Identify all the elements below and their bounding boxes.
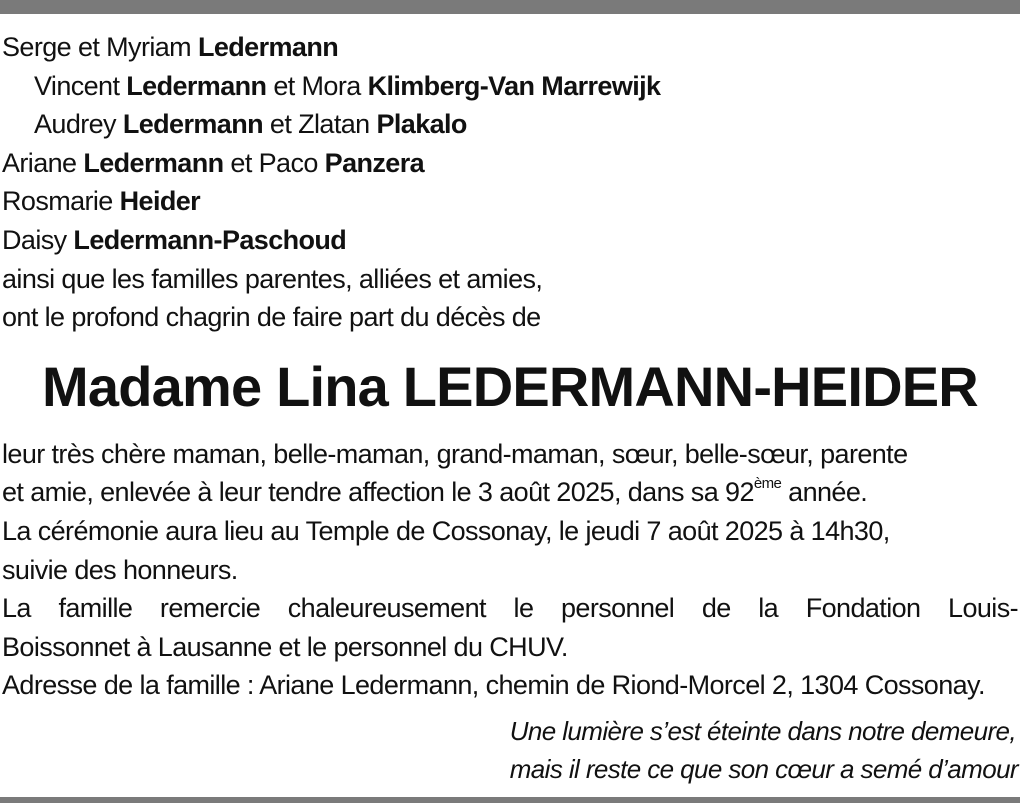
family-line: [2, 144, 1018, 183]
surname: Ledermann: [126, 70, 267, 101]
thanks-paragraph: [2, 589, 1018, 666]
surname: Ledermann: [122, 109, 263, 140]
given-name: Serge et Myriam: [2, 32, 198, 62]
partner-surname: Klimberg-Van Marrewijk: [367, 70, 661, 101]
top-rule: [0, 0, 1020, 14]
thanks-line: Boissonnet à Lausanne et le personnel du CHUV.: [2, 631, 568, 662]
tribute-paragraph: [2, 435, 1018, 512]
tribute-line: [2, 473, 1018, 512]
tribute-line: leur très chère maman, belle-maman, grand-maman, sœur, belle-sœur, parente: [2, 438, 908, 469]
family-line: [2, 28, 1018, 67]
surname: Ledermann: [197, 32, 339, 62]
partner-surname: Panzera: [324, 147, 425, 178]
quote-line: mais il reste ce que son cœur a semé d’amour: [509, 754, 1018, 784]
given-name: Vincent: [34, 70, 127, 101]
partner-surname: Plakalo: [376, 109, 467, 140]
family-line: [2, 67, 1018, 106]
quote-line: Une lumière s’est éteinte dans notre demeure,: [509, 716, 1017, 746]
ceremony-line: suivie des honneurs.: [2, 554, 238, 585]
family-address: Adresse de la famille : Ariane Ledermann, chemin de Riond-Morcel 2, 1304 Cossonay.: [2, 670, 985, 701]
family-line: [2, 221, 1018, 260]
given-name: Daisy: [2, 224, 74, 255]
surname: Ledermann-Paschoud: [73, 224, 347, 255]
bottom-rule: [0, 797, 1020, 803]
given-name: Rosmarie: [2, 186, 120, 217]
deceased-name: Madame Lina LEDERMANN-HEIDER: [42, 354, 978, 418]
partner-given-name: et Mora: [266, 70, 368, 101]
thanks-line: La famille remercie chaleureusement le personnel de la Fondation Louis-: [2, 593, 1018, 624]
given-name: Ariane: [2, 147, 84, 178]
given-name: Audrey: [34, 109, 123, 140]
tribute-text: et amie, enlevée à leur tendre affection le 3 août 2025, dans sa 92: [2, 477, 754, 508]
intro-line: ainsi que les familles parentes, alliées et amies,: [2, 263, 543, 294]
family-line: [2, 105, 1018, 144]
memorial-quote: [510, 712, 1018, 788]
partner-given-name: et Paco: [223, 147, 325, 178]
tribute-text: année.: [781, 477, 868, 508]
ceremony-paragraph: [2, 512, 1018, 589]
ceremony-line: La cérémonie aura lieu au Temple de Cossonay, le jeudi 7 août 2025 à 14h30,: [2, 515, 890, 546]
partner-given-name: et Zlatan: [263, 109, 377, 140]
family-line: [2, 182, 1018, 221]
ordinal-suffix: ème: [753, 475, 782, 493]
intro-line: ont le profond chagrin de faire part du décès de: [2, 302, 541, 333]
obituary-notice: [2, 28, 1018, 705]
surname: Ledermann: [83, 147, 224, 178]
address-paragraph: [2, 666, 1018, 705]
surname: Heider: [119, 186, 201, 217]
